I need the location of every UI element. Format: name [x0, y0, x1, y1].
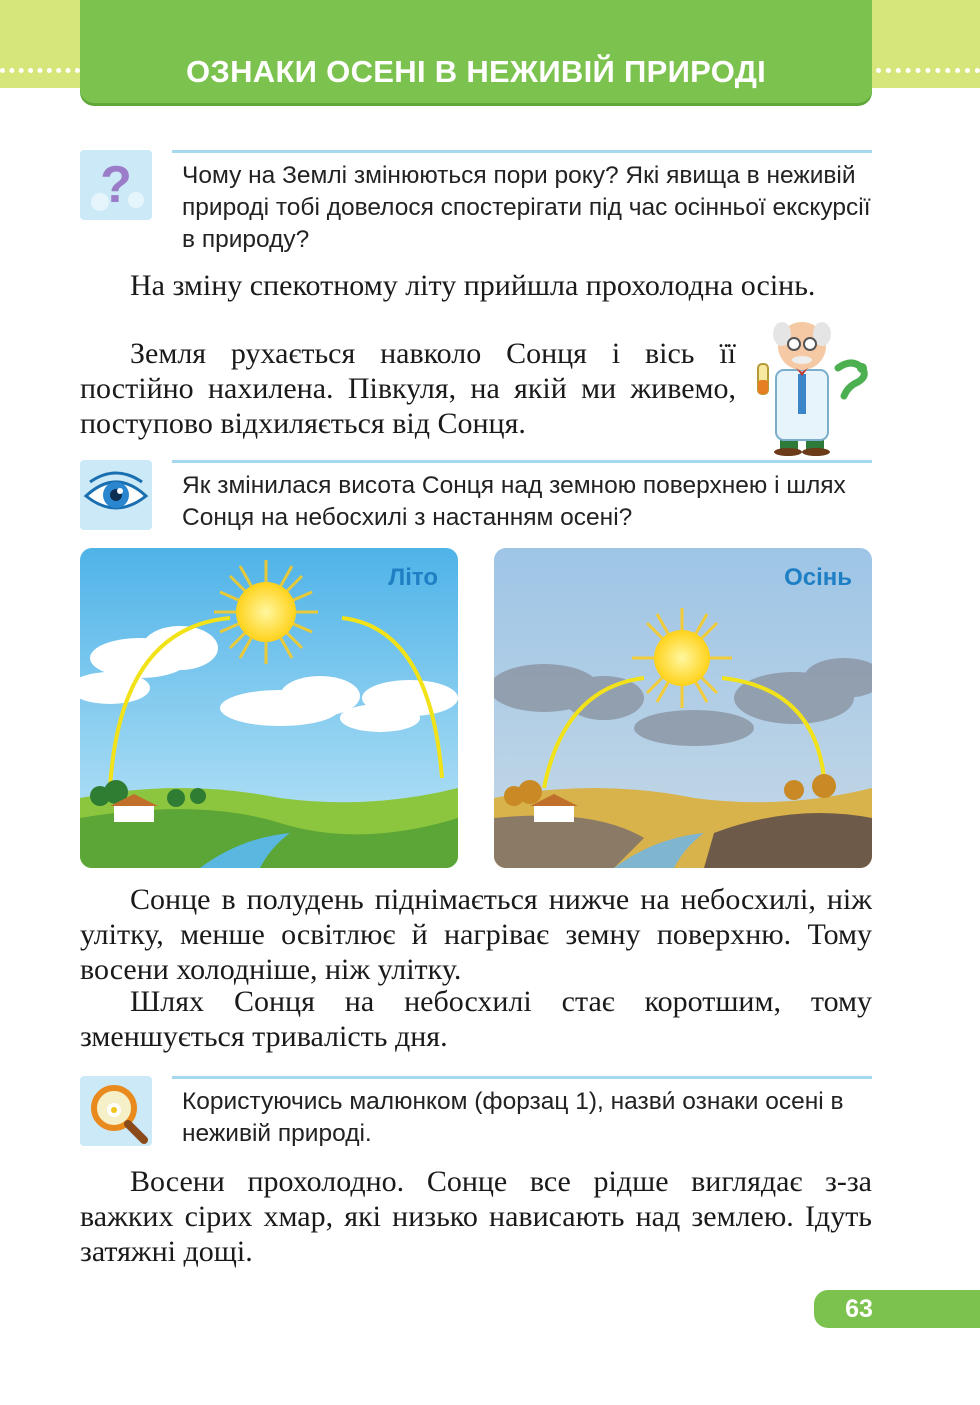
- task-text: Як змінилася висота Сонця над земною поверхнею і шлях Сонця на небосхилі з настанням осені?: [182, 472, 846, 531]
- paragraph-text: Восени прохолодно. Сонце все рідше виглядає з-за важких сірих хмар, які низько нависають над землею. Ідуть затяжні дощі.: [80, 1165, 872, 1268]
- task-divider-line: [172, 460, 872, 463]
- summer-label: Літо: [388, 564, 438, 591]
- task-box-research: [80, 1076, 872, 1148]
- task-divider-line: [172, 1076, 872, 1079]
- scientist-illustration: [752, 308, 874, 456]
- paragraph-text: Земля рухається навколо Сонця і вісь її постійно нахилена. Півкуля, на якій ми живемо, поступово відхиляється від Сонця.: [80, 337, 736, 440]
- paragraph: [80, 1164, 872, 1269]
- task-divider-line: [172, 150, 872, 153]
- task-box-observe: [80, 460, 872, 536]
- task-text: Користуючись малюнком (форзац 1), назви́ ознаки осені в неживій природі.: [182, 1088, 844, 1147]
- paragraph: [80, 268, 872, 303]
- summer-illustration: [80, 548, 458, 868]
- page-number: 63: [845, 1295, 873, 1323]
- paragraph: [80, 336, 736, 441]
- autumn-illustration: [494, 548, 872, 868]
- header-dots-left: [0, 68, 80, 79]
- autumn-label: Осінь: [784, 564, 852, 591]
- paragraph: [80, 882, 872, 987]
- paragraph-text: Шлях Сонця на небосхилі стає коротшим, тому зменшується тривалість дня.: [80, 985, 872, 1053]
- page-number-tab: [814, 1290, 980, 1328]
- header-dots-right: [876, 68, 980, 79]
- title-bar: [80, 0, 872, 103]
- question-icon: [80, 150, 152, 220]
- paragraph: [80, 984, 872, 1054]
- paragraph-text: Сонце в полудень піднімається нижче на небосхилі, ніж улітку, менше освітлює й нагріває земну поверхню. Тому восени холодніше, ніж улітку.: [80, 883, 872, 986]
- eye-icon: [80, 460, 152, 530]
- svg-text:?: ?: [100, 156, 132, 214]
- task-text: Чому на Землі змінюються пори року? Які явища в неживій природі тобі довелося спостерігати під час осінньої екскурсії в природу?: [182, 162, 871, 253]
- paragraph-text: На зміну спекотному літу прийшла прохолодна осінь.: [130, 269, 816, 302]
- magnifier-icon: [80, 1076, 152, 1146]
- task-box-questions: [80, 150, 872, 260]
- page-title: ОЗНАКИ ОСЕНІ В НЕЖИВІЙ ПРИРОДІ: [185, 54, 767, 89]
